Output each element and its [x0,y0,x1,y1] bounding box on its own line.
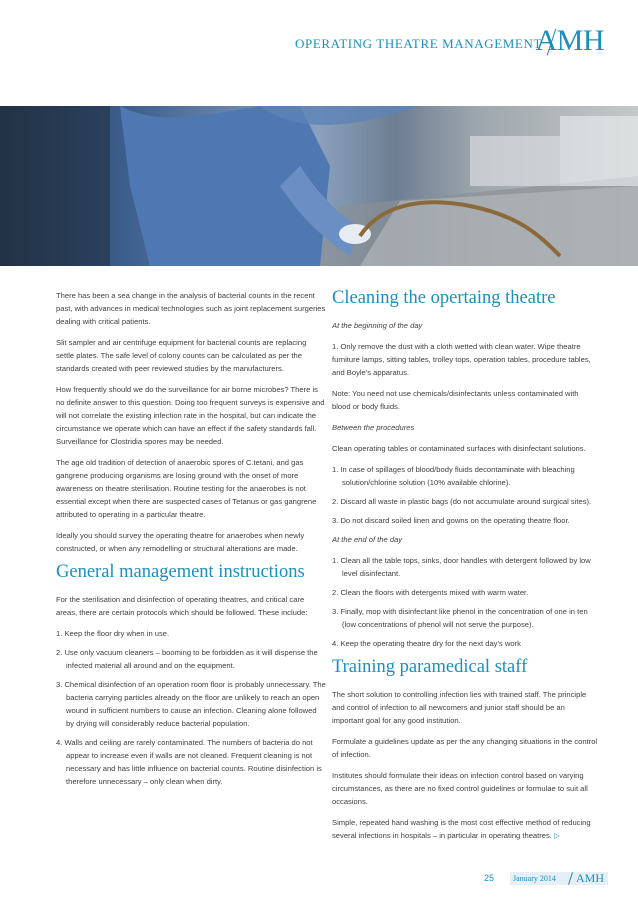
end-of-article-icon: ▷ [554,831,560,840]
list-item: 1. Keep the floor dry when in use. [56,629,170,638]
heading-training-staff: Training paramedical staff [332,657,528,677]
list-item: 3. Chemical disinfection of an operation room floor is probably unnecessary. The bacteria carrying particles already on the floor are unlikely to reach an open wound in sufficient numbers to cause an infection. Cleaning alone followed by drying will considerably reduce bacterial population. [56,680,326,728]
page-footer [0,872,638,892]
list-item: 4. Keep the operating theatre dry for the next day's work [332,639,521,648]
section-title: OPERATING THEATRE MANAGEMENT [295,36,542,51]
left-column [56,289,326,794]
footer-logo-divider [568,872,573,885]
subheading-between: Between the procedures [332,423,415,432]
paragraph: There has been a sea change in the analysis of bacterial counts in the recent past, with advances in medical technologies such as joint replacement surgeries dealing with critical patients. [56,291,326,326]
magazine-logo: AMH [535,24,604,57]
list-item: 3. Do not discard soiled linen and gowns on the operating theatre floor. [332,516,570,525]
list-item: 1. Clean all the table tops, sinks, door handles with detergent followed by low level disinfectant. [332,556,591,578]
final-paragraph-text: Simple, repeated hand washing is the most cost effective method of reducing several infections in hospitals – in particular in operating theatres. [332,818,591,840]
photo-illustration [0,106,638,266]
paragraph: The age old tradition of detection of anaerobic spores of C.tetani, and gas gangrene producing organisms are losing ground with the onset of more awareness on theatre sterilisation. Routine testing for the anaerobes is not essential except when there are suspected cases of Tetanus or gas gangrene attributed to operating in a particular theatre. [56,458,317,519]
paragraph: The short solution to controlling infection lies with trained staff. The principle and control of infection to all newcomers and junior staff should be an important goal for any good institution. [332,690,587,725]
list-item: 2. Discard all waste in plastic bags (do not accumulate around surgical sites). [332,497,592,506]
page-header [0,0,638,70]
list-item: 2. Clean the floors with detergents mixed with warm water. [332,588,529,597]
paragraph: Clean operating tables or contaminated surfaces with disinfectant solutions. [332,444,586,453]
general-instructions-list [56,627,326,788]
list-item: 3. Finally, mop with disinfectant like phenol in the concentration of one in ten (low concentrations of phenol will not serve the purpose). [332,607,588,629]
paragraph: Institutes should formulate their ideas on infection control based on varying circumstances, as there are no fixed control guidelines or formulae to suit all occasions. [332,771,588,806]
paragraph: Formulate a guidelines update as per the any changing situations in the control of infection. [332,737,598,759]
list-item: 2. Use only vacuum cleaners – booming to be forbidden as it will dispense the infected material all around and on the equipment. [56,648,318,670]
heading-general-management: General management instructions [56,562,305,582]
subheading-beginning: At the beginning of the day [332,321,423,330]
paragraph: Slit sampler and air centrifuge equipment for bacterial counts are replacing settle plates. The safe level of colony counts can be calculated as per the standards created with peer reviewed studies by the manufacturers. [56,338,307,373]
heading-cleaning-theatre: Cleaning the opertaing theatre [332,288,556,308]
paragraph: Note: You need not use chemicals/disinfectants unless contaminated with blood or body fluids. [332,389,579,411]
list-item: 4. Walls and ceiling are rarely contaminated. The numbers of bacteria do not appear to increase even if walls are not cleaned. Frequent cleaning is not necessary and has little influence on bacterial counts. Routine disinfection is therefore unnecessary – only clean when dirty. [56,738,322,786]
paragraph: Ideally you should survey the operating theatre for anaerobes when newly constructed, or when any remodelling or structural alterations are made. [56,531,305,553]
operating-theatre-photo [0,106,638,266]
paragraph [332,816,598,842]
end-of-day-list [332,554,598,650]
footer-logo: AMH [576,871,605,885]
paragraph: How frequently should we do the surveillance for air borne microbes? There is no definite answer to this question. Doing too frequent surveys is expensive and will not correlate the existing infection rate in the hospital, but can indicate the circumstance we operate which can have an effect if the safety standards fall. Surveillance for Clostridia spores may be needed. [56,385,325,446]
paragraph: 1. Only remove the dust with a cloth wetted with clean water. Wipe theatre furniture lamps, sitting tables, trolley tops, operation tables, procedure tables, and Boyle's apparatus. [332,342,591,377]
issue-date: January 2014 [513,874,556,883]
page-number: 25 [484,873,495,883]
right-column [332,289,598,850]
between-procedures-list [332,463,598,527]
list-item: 1. In case of spillages of blood/body fluids decontaminate with bleaching solution/chlorine solution (10% available chlorine). [332,465,575,487]
subheading-end-of-day: At the end of the day [332,535,403,544]
paragraph: For the sterilisation and disinfection of operating theatres, and critical care areas, there are certain protocols which should be followed. These include: [56,595,308,617]
